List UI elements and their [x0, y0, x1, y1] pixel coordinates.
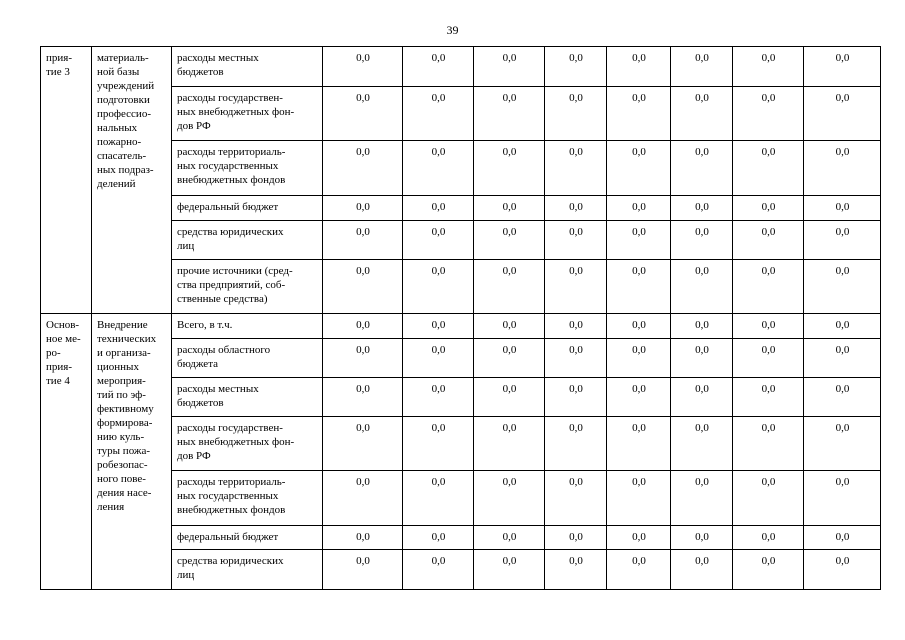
amount-cell: 0,0 [545, 526, 607, 550]
amount-cell: 0,0 [733, 526, 804, 550]
amount-cell: 0,0 [545, 378, 607, 417]
table-row [41, 47, 881, 87]
amount-cell: 0,0 [607, 550, 671, 590]
amount-cell: 0,0 [804, 378, 881, 417]
amount-cell: 0,0 [607, 196, 671, 221]
amount-cell: 0,0 [323, 339, 403, 378]
amount-cell: 0,0 [545, 550, 607, 590]
amount-cell: 0,0 [804, 87, 881, 141]
amount-cell: 0,0 [545, 339, 607, 378]
amount-cell: 0,0 [323, 196, 403, 221]
amount-cell: 0,0 [607, 141, 671, 196]
amount-cell: 0,0 [545, 47, 607, 87]
amount-cell: 0,0 [403, 339, 474, 378]
amount-cell: 0,0 [323, 471, 403, 526]
amount-cell: 0,0 [733, 260, 804, 314]
amount-cell: 0,0 [671, 471, 733, 526]
event-name-cell: материаль- ной базы учреждений подготовки профессио- нальных пожарно- спасатель- ных подраз- делений [92, 47, 172, 314]
amount-cell: 0,0 [474, 87, 545, 141]
amount-cell: 0,0 [323, 378, 403, 417]
amount-cell: 0,0 [545, 471, 607, 526]
amount-cell: 0,0 [671, 314, 733, 339]
amount-cell: 0,0 [545, 221, 607, 260]
table-row [41, 314, 881, 339]
amount-cell: 0,0 [671, 196, 733, 221]
amount-cell: 0,0 [671, 87, 733, 141]
event-number-cell: прия- тие 3 [41, 47, 92, 314]
amount-cell: 0,0 [733, 141, 804, 196]
amount-cell: 0,0 [607, 87, 671, 141]
funding-source-cell: расходы территориаль- ных государственных внебюджетных фондов [172, 471, 323, 526]
amount-cell: 0,0 [804, 314, 881, 339]
amount-cell: 0,0 [403, 47, 474, 87]
amount-cell: 0,0 [607, 339, 671, 378]
amount-cell: 0,0 [733, 339, 804, 378]
amount-cell: 0,0 [474, 47, 545, 87]
amount-cell: 0,0 [403, 141, 474, 196]
funding-source-cell: расходы местных бюджетов [172, 47, 323, 87]
amount-cell: 0,0 [804, 196, 881, 221]
amount-cell: 0,0 [545, 141, 607, 196]
amount-cell: 0,0 [474, 471, 545, 526]
funding-source-cell: федеральный бюджет [172, 526, 323, 550]
budget-table [40, 46, 881, 590]
amount-cell: 0,0 [804, 47, 881, 87]
amount-cell: 0,0 [671, 417, 733, 471]
funding-source-cell: расходы областного бюджета [172, 339, 323, 378]
funding-source-cell: расходы территориаль- ных государственных внебюджетных фондов [172, 141, 323, 196]
amount-cell: 0,0 [733, 196, 804, 221]
amount-cell: 0,0 [323, 417, 403, 471]
amount-cell: 0,0 [323, 260, 403, 314]
amount-cell: 0,0 [804, 471, 881, 526]
amount-cell: 0,0 [474, 550, 545, 590]
amount-cell: 0,0 [804, 417, 881, 471]
amount-cell: 0,0 [323, 47, 403, 87]
amount-cell: 0,0 [804, 221, 881, 260]
amount-cell: 0,0 [607, 526, 671, 550]
funding-source-cell: прочие источники (сред- ства предприятий, соб- ственные средства) [172, 260, 323, 314]
amount-cell: 0,0 [403, 87, 474, 141]
amount-cell: 0,0 [671, 378, 733, 417]
page-number: 39 [446, 23, 459, 37]
amount-cell: 0,0 [474, 526, 545, 550]
funding-source-cell: федеральный бюджет [172, 196, 323, 221]
amount-cell: 0,0 [403, 196, 474, 221]
amount-cell: 0,0 [671, 526, 733, 550]
amount-cell: 0,0 [733, 47, 804, 87]
amount-cell: 0,0 [403, 471, 474, 526]
amount-cell: 0,0 [671, 47, 733, 87]
amount-cell: 0,0 [403, 378, 474, 417]
funding-source-cell: Всего, в т.ч. [172, 314, 323, 339]
amount-cell: 0,0 [733, 417, 804, 471]
amount-cell: 0,0 [403, 314, 474, 339]
funding-source-cell: расходы местных бюджетов [172, 378, 323, 417]
amount-cell: 0,0 [733, 314, 804, 339]
amount-cell: 0,0 [474, 314, 545, 339]
amount-cell: 0,0 [545, 196, 607, 221]
amount-cell: 0,0 [607, 221, 671, 260]
amount-cell: 0,0 [403, 221, 474, 260]
amount-cell: 0,0 [403, 417, 474, 471]
amount-cell: 0,0 [323, 550, 403, 590]
amount-cell: 0,0 [804, 260, 881, 314]
amount-cell: 0,0 [733, 378, 804, 417]
amount-cell: 0,0 [474, 417, 545, 471]
amount-cell: 0,0 [474, 378, 545, 417]
amount-cell: 0,0 [474, 196, 545, 221]
funding-source-cell: средства юридических лиц [172, 221, 323, 260]
amount-cell: 0,0 [323, 526, 403, 550]
amount-cell: 0,0 [804, 550, 881, 590]
event-name-cell: Внедрение технических и организа- ционных мероприя- тий по эф- фективному формирова- нию куль- туры пожа- робезопас- ного пове- дения насе- ления [92, 314, 172, 590]
event-number-cell: Основ- ное ме- ро- прия- тие 4 [41, 314, 92, 590]
amount-cell: 0,0 [671, 260, 733, 314]
amount-cell: 0,0 [607, 378, 671, 417]
amount-cell: 0,0 [671, 339, 733, 378]
amount-cell: 0,0 [403, 260, 474, 314]
amount-cell: 0,0 [323, 141, 403, 196]
amount-cell: 0,0 [545, 314, 607, 339]
amount-cell: 0,0 [733, 87, 804, 141]
amount-cell: 0,0 [804, 141, 881, 196]
funding-source-cell: средства юридических лиц [172, 550, 323, 590]
amount-cell: 0,0 [804, 526, 881, 550]
amount-cell: 0,0 [671, 550, 733, 590]
amount-cell: 0,0 [607, 47, 671, 87]
amount-cell: 0,0 [733, 221, 804, 260]
amount-cell: 0,0 [733, 471, 804, 526]
amount-cell: 0,0 [804, 339, 881, 378]
funding-source-cell: расходы государствен- ных внебюджетных фон- дов РФ [172, 417, 323, 471]
amount-cell: 0,0 [733, 550, 804, 590]
amount-cell: 0,0 [607, 417, 671, 471]
amount-cell: 0,0 [474, 260, 545, 314]
amount-cell: 0,0 [607, 260, 671, 314]
amount-cell: 0,0 [545, 87, 607, 141]
amount-cell: 0,0 [671, 221, 733, 260]
amount-cell: 0,0 [474, 141, 545, 196]
funding-source-cell: расходы государствен- ных внебюджетных фон- дов РФ [172, 87, 323, 141]
amount-cell: 0,0 [545, 260, 607, 314]
amount-cell: 0,0 [474, 339, 545, 378]
amount-cell: 0,0 [607, 471, 671, 526]
amount-cell: 0,0 [403, 550, 474, 590]
amount-cell: 0,0 [323, 87, 403, 141]
amount-cell: 0,0 [545, 417, 607, 471]
amount-cell: 0,0 [403, 526, 474, 550]
amount-cell: 0,0 [323, 314, 403, 339]
amount-cell: 0,0 [607, 314, 671, 339]
amount-cell: 0,0 [474, 221, 545, 260]
amount-cell: 0,0 [671, 141, 733, 196]
amount-cell: 0,0 [323, 221, 403, 260]
